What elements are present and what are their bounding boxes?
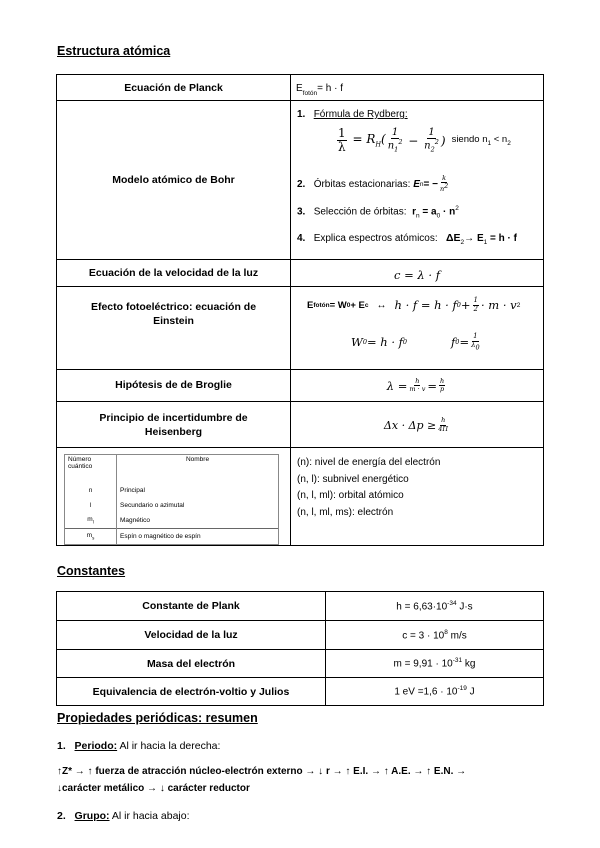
qn-name: Principal	[120, 487, 145, 494]
constant-label: Masa del electrón	[57, 650, 326, 678]
quantum-numbers-cell	[57, 448, 291, 546]
heisenberg-formula: Δx · Δp ≥ $\frac{h}{4\Pi}$	[291, 402, 544, 448]
constant-label: Constante de Plank	[57, 592, 326, 621]
constant-label: Equivalencia de electrón-voltio y Julios	[57, 678, 326, 706]
qn-sym: $m_s$	[65, 529, 117, 545]
constant-value: 1 eV $=1,6 \cdot 10^{-19}$ J	[326, 678, 544, 706]
constant-label: Velocidad de la luz	[57, 621, 326, 650]
qn-name: Secundario o azimutal	[120, 502, 185, 509]
periodic-trend-line-1: ↑Z* → ↑ fuerza de atracción núcleo-electrón externo → ↓ r → ↑ E.I. → ↑ A.E. → ↑ E.N. →	[57, 766, 467, 777]
quantum-note: (n, l): subnivel energético	[297, 473, 409, 485]
constant-value: $c = 3 \cdot 10^8$ m/s	[326, 621, 544, 650]
qn-name: Magnético	[120, 517, 150, 524]
photoelectric-content	[291, 287, 544, 370]
bohr-item-2: 2. Órbitas estacionarias: E n = − $\frac{k}{n^2}$	[297, 174, 449, 194]
qn-sym: n	[65, 483, 117, 498]
qn-header-number: Número cuántico	[65, 455, 117, 483]
photo-line-2: W 0 = h · f 0 f 0 = $\frac{1}{\lambda_0}$	[351, 332, 480, 352]
constant-value: $h = 6,63\cdot 10^{-34}$ J·s	[326, 592, 544, 621]
qn-sym: l	[65, 498, 117, 513]
broglie-label: Hipótesis de de Broglie	[57, 370, 291, 402]
section-title-constants: Constantes	[57, 564, 126, 578]
planck-formula: $E_{fotón}= h \cdot f$	[291, 75, 544, 101]
light-speed-formula: c = λ · f	[291, 260, 544, 287]
section-title-periodic: Propiedades periódicas: resumen	[57, 711, 258, 725]
broglie-formula: λ = $\frac{h}{m \cdot v}$ = $\frac{h}{p}$	[291, 370, 544, 402]
atomic-structure-table	[56, 74, 544, 546]
quantum-numbers-table	[64, 454, 279, 545]
periodic-item-2: 2. Grupo: Al ir hacia abajo:	[57, 810, 190, 822]
bohr-label: Modelo atómico de Bohr	[57, 101, 291, 260]
quantum-note: (n, l, ml): orbital atómico	[297, 490, 404, 501]
qn-header-name: Nombre	[185, 456, 210, 463]
constant-value: $m = 9,91 \cdot 10^{-31}$ kg	[326, 650, 544, 678]
rydberg-formula: $\frac{1}{\lambda}$ = $R_H$( $\frac{1}{n_1^2}$ − $\frac{1}{n_2^2}$ ) siendo $n_1 < n_2$	[338, 126, 511, 155]
qn-name: Espín o magnético de espín	[117, 529, 279, 545]
photoelectric-label: Efecto fotoeléctrico: ecuación de Einstein	[57, 287, 291, 370]
planck-label: Ecuación de Planck	[57, 75, 291, 101]
quantum-note: (n, l, ml, ms): electrón	[297, 506, 394, 518]
photo-line-1: E fotón = W 0 + E c ↔ h · f = h · f 0 + $\frac{1}{2}$ · m · v 2	[307, 296, 521, 313]
quantum-notes	[291, 448, 544, 546]
light-speed-label: Ecuación de la velocidad de la luz	[57, 260, 291, 287]
bohr-item-3: 3. Selección de órbitas: $r_n = a_0 \cdot n^2$	[297, 205, 459, 220]
qn-sym: $m_l$	[65, 513, 117, 529]
bohr-item-1: 1. Fórmula de Rydberg:	[297, 109, 408, 120]
constants-table	[56, 591, 544, 706]
heisenberg-label: Principio de incertidumbre de Heisenberg	[57, 402, 291, 448]
bohr-item-4: 4. Explica espectros atómicos: $\Delta E_2\to E_1 = h \cdot f$	[297, 232, 517, 246]
section-title-atomic: Estructura atómica	[57, 44, 171, 58]
quantum-note: (n): nivel de energía del electrón	[297, 457, 441, 468]
bohr-content	[291, 101, 544, 260]
periodic-trend-line-2: ↓carácter metálico → ↓ carácter reductor	[57, 783, 250, 794]
periodic-item-1: 1. Periodo: Al ir hacia la derecha:	[57, 740, 221, 752]
